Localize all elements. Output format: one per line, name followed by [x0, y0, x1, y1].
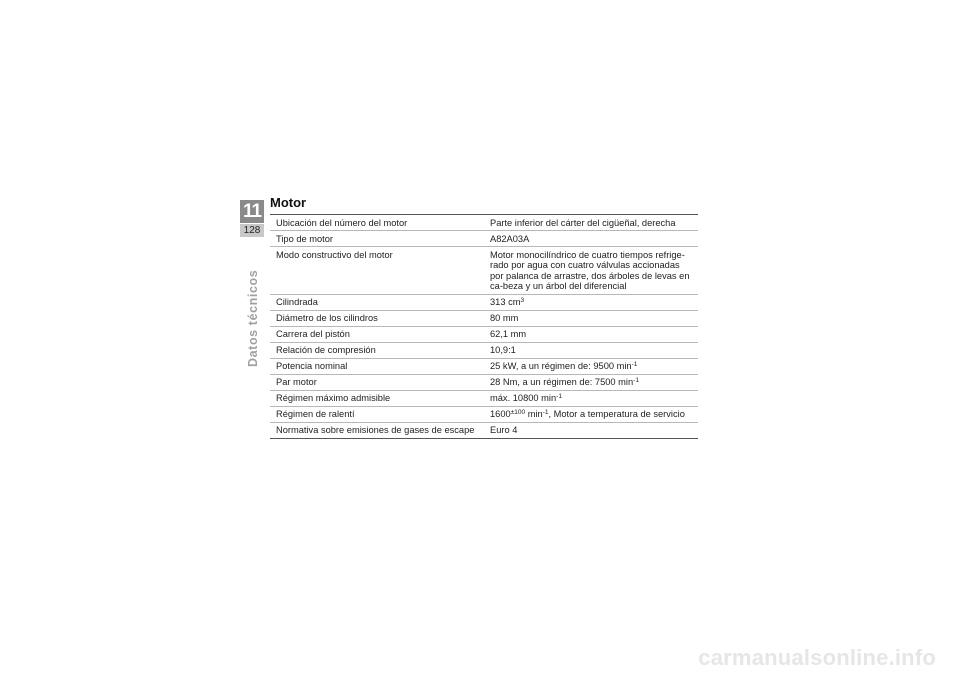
spec-value [484, 374, 698, 390]
table-row [270, 294, 698, 310]
spec-label: Cilindrada [276, 297, 318, 307]
spec-table [270, 214, 698, 439]
chapter-title: Datos técnicos [246, 269, 260, 367]
table-row [270, 326, 698, 342]
table-row [270, 215, 698, 231]
table-row [270, 406, 698, 422]
table-row [270, 374, 698, 390]
spec-value-text: 313 cm [490, 297, 521, 307]
spec-label: Normativa sobre emisiones de gases de escape [276, 425, 475, 435]
spec-value-text: min [525, 409, 543, 419]
spec-label: Ubicación del número del motor [276, 217, 408, 228]
spec-value: Motor monocilíndrico de cuatro tiempos refrige-rado por agua con cuatro válvulas accionadas por palanca de arrastre, dos árboles de levas en ca-beza y un árbol del diferencial [490, 249, 690, 291]
spec-value [484, 294, 698, 310]
spec-value-superscript: 3 [520, 297, 525, 304]
spec-value-superscript: -1 [556, 393, 562, 400]
table-row [270, 247, 698, 295]
spec-label: Régimen máximo admisible [276, 393, 391, 403]
chapter-badge [240, 200, 264, 237]
spec-label: Tipo de motor [276, 233, 334, 244]
spec-value [484, 358, 698, 374]
spec-value [484, 390, 698, 406]
table-row [270, 422, 698, 438]
page-number: 128 [240, 223, 264, 237]
spec-label: Modo constructivo del motor [276, 249, 393, 260]
spec-label: Potencia nominal [276, 361, 348, 371]
spec-value: 10,9:1 [490, 345, 516, 355]
table-row [270, 342, 698, 358]
chapter-number: 11 [242, 201, 262, 222]
spec-value-superscript: -1 [631, 361, 638, 368]
watermark: carmanualsonline.info [698, 645, 936, 670]
spec-value-text: máx. 10800 min [490, 393, 557, 403]
spec-value-superscript: ±100 [510, 409, 526, 416]
spec-label: Régimen de ralentí [276, 409, 355, 419]
table-row [270, 310, 698, 326]
spec-value: A82A03A [490, 233, 530, 244]
spec-value: 80 mm [490, 313, 519, 323]
spec-label: Diámetro de los cilindros [276, 313, 378, 323]
spec-label: Relación de compresión [276, 345, 376, 355]
spec-value-superscript: -1 [633, 377, 639, 384]
table-row [270, 358, 698, 374]
spec-value: Parte inferior del cárter del cigüeñal, derecha [490, 217, 676, 228]
table-row [270, 231, 698, 247]
spec-value-text: 28 Nm, a un régimen de: 7500 min [490, 377, 634, 387]
spec-value: 62,1 mm [490, 329, 527, 339]
spec-value [484, 406, 698, 422]
spec-value-superscript: -1 [542, 409, 549, 416]
section-title: Motor [270, 195, 307, 210]
table-row [270, 390, 698, 406]
spec-value-text: 1600 [490, 409, 511, 419]
spec-label: Par motor [276, 377, 317, 387]
spec-value-text: 25 kW, a un régimen de: 9500 min [490, 361, 632, 371]
spec-value: Euro 4 [490, 425, 518, 435]
spec-label: Carrera del pistón [276, 329, 350, 339]
spec-value-text: , Motor a temperatura de servicio [548, 409, 685, 419]
